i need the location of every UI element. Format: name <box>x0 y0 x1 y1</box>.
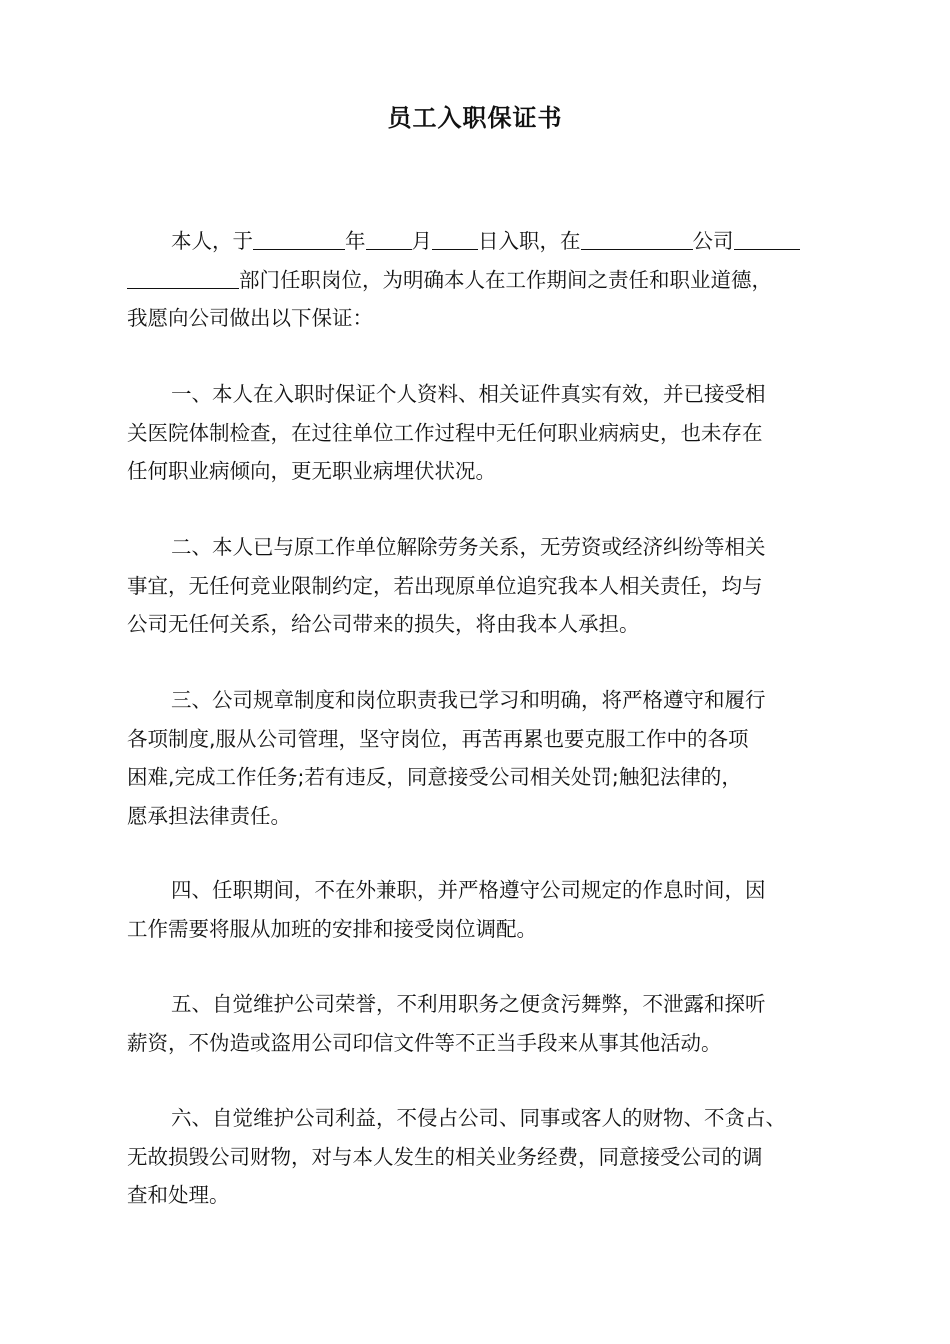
clause-6 <box>127 1099 827 1215</box>
clause-5 <box>127 985 827 1062</box>
year-label: 年 <box>345 229 366 253</box>
clause-1 <box>127 375 827 491</box>
clause-line: 查和处理。 <box>127 1183 230 1207</box>
intro-line-3: 我愿向公司做出以下保证： <box>127 306 373 330</box>
clause-line: 工作需要将服从加班的安排和接受岗位调配。 <box>127 916 537 941</box>
intro-paragraph <box>127 222 827 338</box>
clause-line: 薪资，不伪造或盗用公司印信文件等不正当手段来从事其他活动。 <box>127 1030 722 1055</box>
clause-line: 无故损毁公司财物，对与本人发生的相关业务经费，同意接受公司的调 <box>127 1144 763 1169</box>
month-label: 月 <box>411 229 432 253</box>
department-blank-b <box>127 266 239 289</box>
year-blank <box>253 227 345 250</box>
clause-4 <box>127 871 827 948</box>
day-blank <box>432 227 478 250</box>
clause-line: 各项制度,服从公司管理，坚守岗位，再苦再累也要克服工作中的各项 <box>127 726 749 751</box>
clause-line: 三、公司规章制度和岗位职责我已学习和明确，将严格遵守和履行 <box>171 688 766 712</box>
clause-line: 五、自觉维护公司荣誉，不利用职务之便贪污舞弊，不泄露和探听 <box>171 992 766 1016</box>
clause-line: 任何职业病倾向，更无职业病埋伏状况。 <box>127 459 496 483</box>
company-blank <box>581 227 693 250</box>
document-title: 员工入职保证书 <box>387 104 563 132</box>
intro-line-1 <box>127 222 827 261</box>
clause-line: 愿承担法律责任。 <box>127 803 291 828</box>
month-blank <box>366 227 412 250</box>
clause-line: 关医院体制检查，在过往单位工作过程中无任何职业病病史，也未存在 <box>127 420 763 445</box>
clause-2 <box>127 528 827 644</box>
clause-line: 二、本人已与原工作单位解除劳务关系，无劳资或经济纠纷等相关 <box>171 535 766 559</box>
intro-line-2-text: 部门任职岗位，为明确本人在工作期间之责任和职业道德， <box>239 267 772 292</box>
intro-line-2 <box>127 261 827 300</box>
clause-3 <box>127 681 827 835</box>
day-label: 日入职，在 <box>478 229 581 253</box>
clause-line: 困难,完成工作任务;若有违反，同意接受公司相关处罚;触犯法律的， <box>127 765 742 789</box>
clause-line: 四、任职期间，不在外兼职，并严格遵守公司规定的作息时间，因 <box>171 878 766 902</box>
clause-line: 六、自觉维护公司利益，不侵占公司、同事或客人的财物、不贪占、 <box>171 1106 786 1130</box>
department-blank-a <box>734 227 800 250</box>
clause-line: 公司无任何关系，给公司带来的损失，将由我本人承担。 <box>127 612 640 636</box>
company-label: 公司 <box>692 229 734 253</box>
clause-line: 事宜，无任何竞业限制约定，若出现原单位追究我本人相关责任，均与 <box>127 573 763 598</box>
intro-lead: 本人，于 <box>171 229 253 253</box>
clause-line: 一、本人在入职时保证个人资料、相关证件真实有效，并已接受相 <box>171 382 766 406</box>
